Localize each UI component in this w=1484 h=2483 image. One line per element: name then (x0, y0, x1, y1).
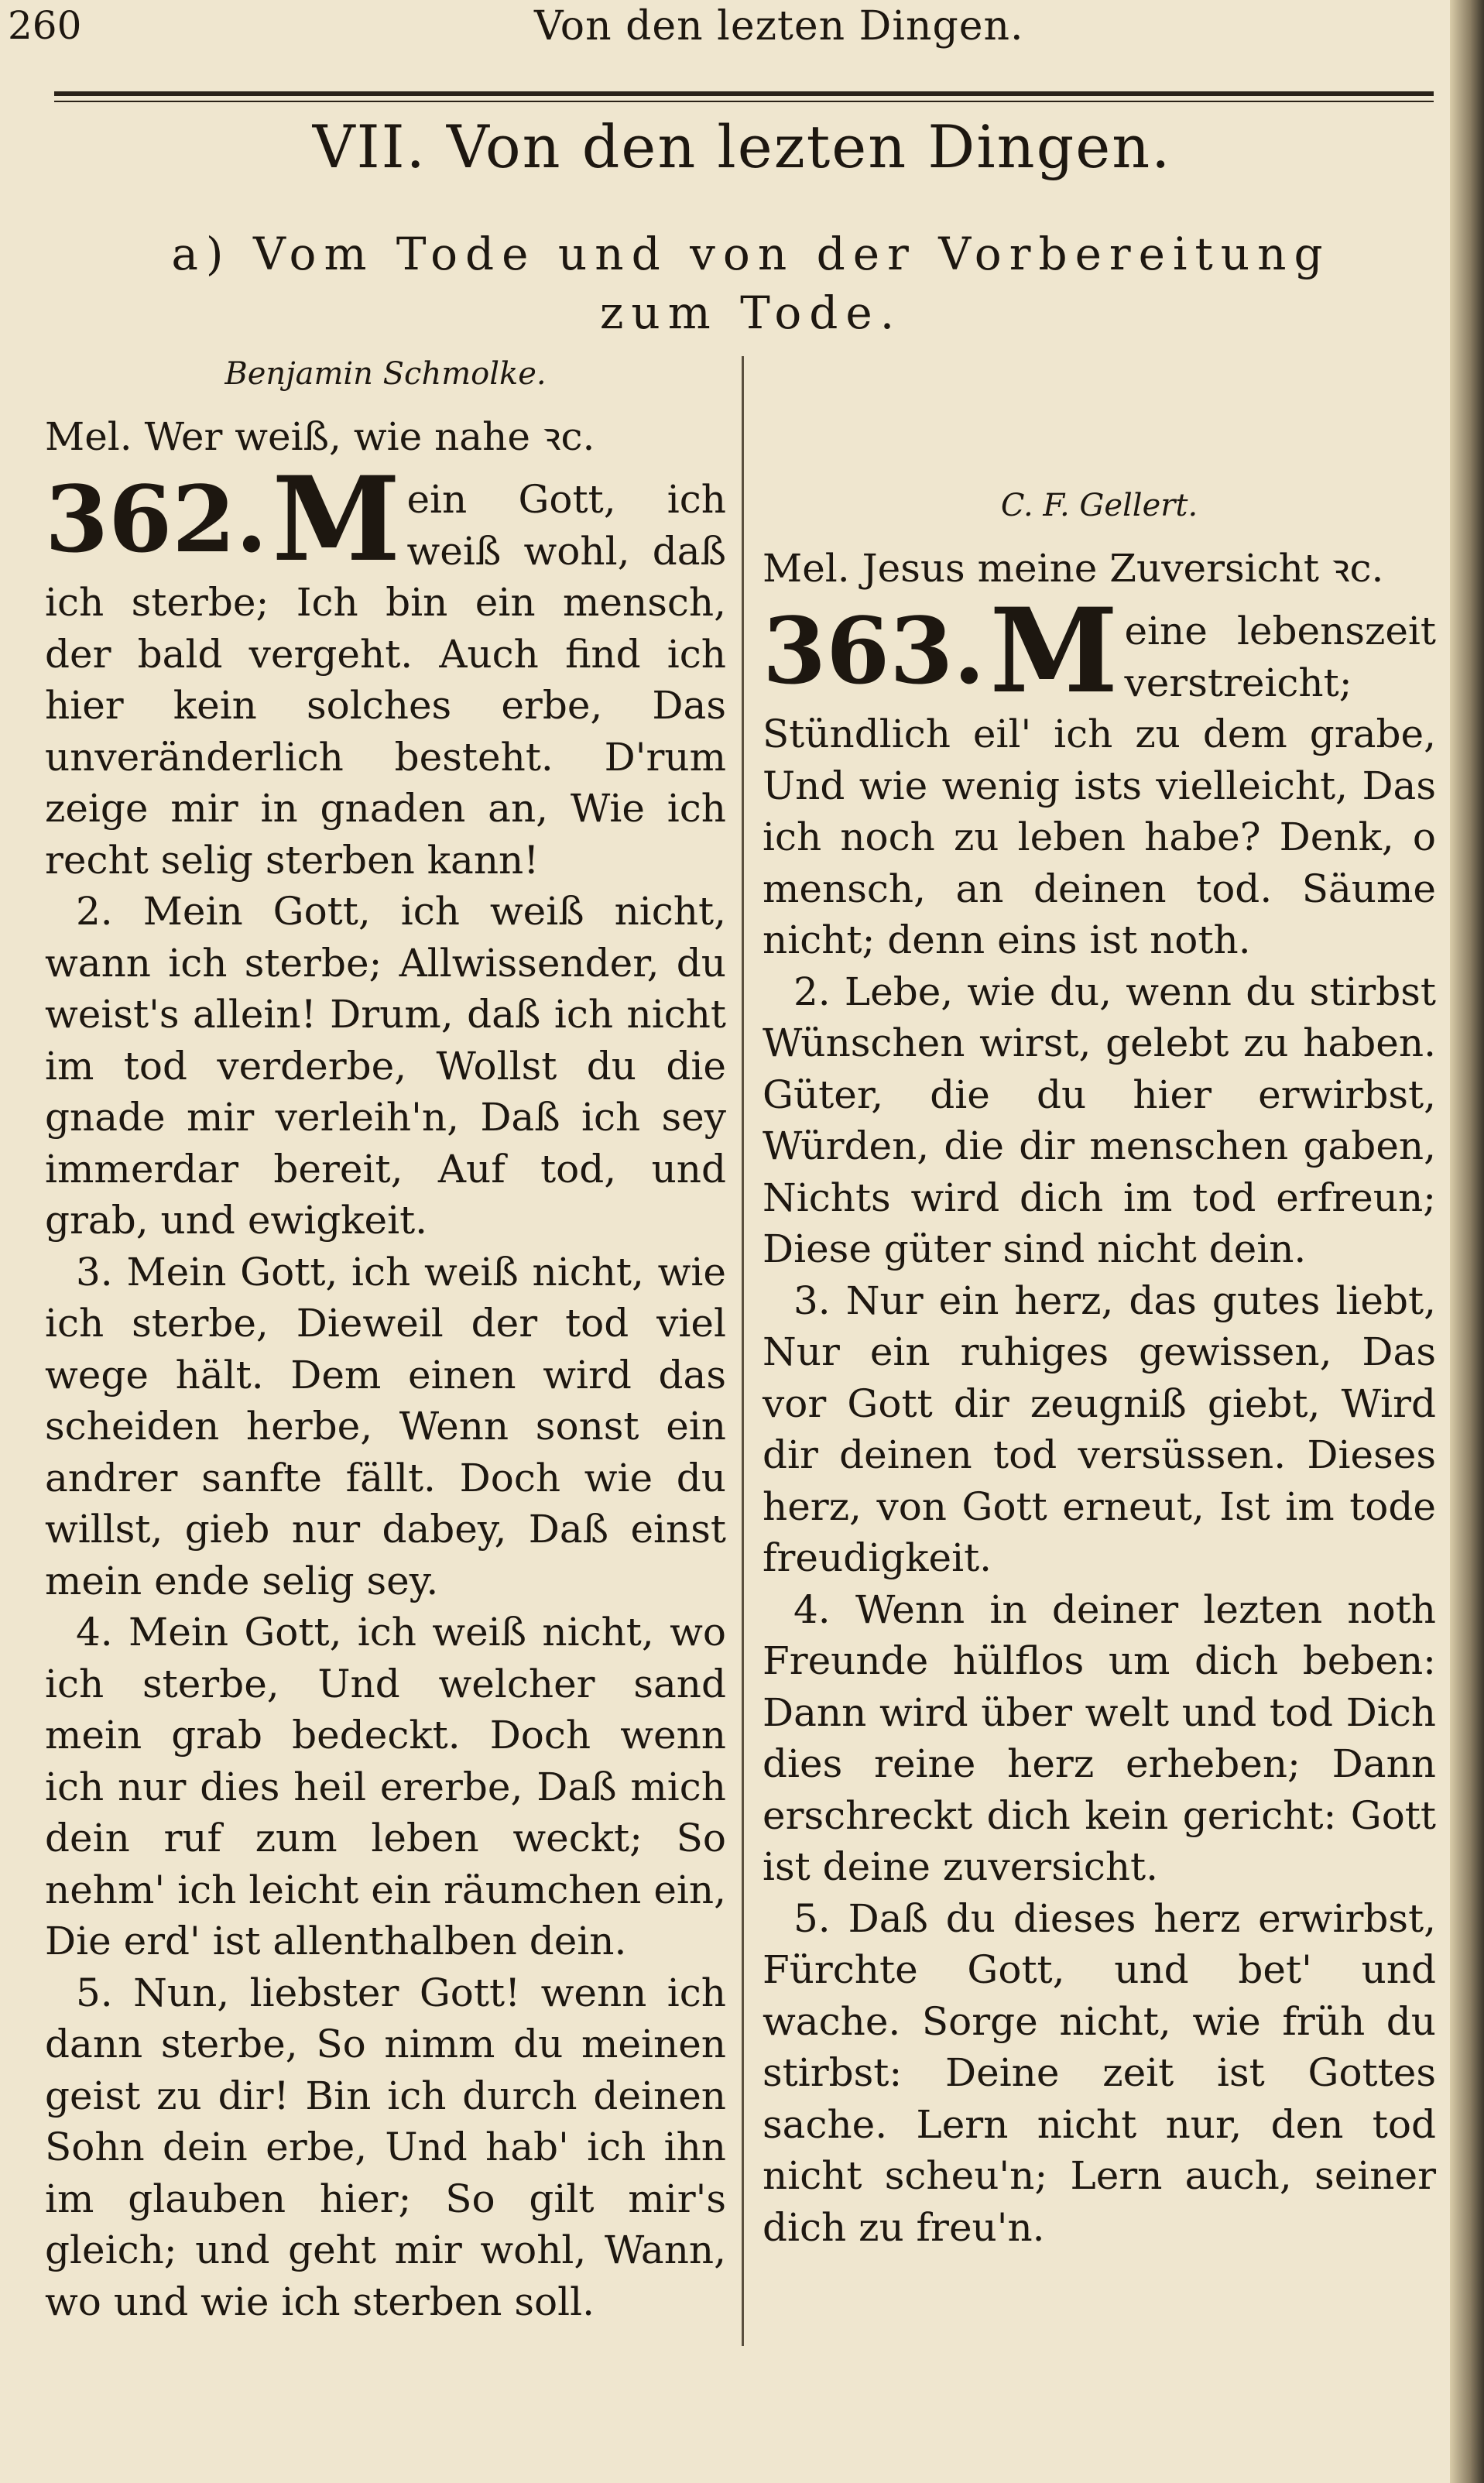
verse-number: 4. (76, 1610, 113, 1655)
drop-cap-initial: M (272, 451, 401, 588)
verse-1: eine lebenszeit verstreicht; Stündlich eil' ich zu dem grabe, Und wie wenig ists vielleicht, Das ich noch zu leben habe? Denk, o mensch, an deinen tod. Säume nicht; denn eins ist noth. (763, 609, 1436, 962)
hymn-363 (763, 583, 1436, 966)
verse-number: 5. (76, 1970, 113, 2015)
verse-text: Mein Gott, ich weiß nicht, wie ich sterbe, Dieweil der tod viel wege hält. Dem einen wird das scheiden herbe, Wenn sonst ein andrer sanfte fällt. Doch wie du willst, gieb nur dabey, Daß einst mein ende selig sey. (45, 1249, 726, 1603)
hymn-melody: Mel. Wer weiß, wie nahe ꝛc. (45, 414, 595, 459)
verse-1: ein Gott, ich weiß wohl, daß ich sterbe; Ich bin ein mensch, der bald vergeht. Auch find ich hier kein solches erbe, Das unveränderlich besteht. D'rum zeige mir in gnaden an, Wie ich recht selig sterben kann! (45, 477, 726, 883)
hymn-author: C. F. Gellert. (1000, 488, 1198, 523)
verse-text: Lebe, wie du, wenn du stirbst Wünschen wirst, gelebt zu haben. Güter, die du hier erwirbst, Würden, die dir menschen gaben, Nichts wird dich im tod erfreun; Diese güter sind nicht dein. (763, 969, 1436, 1271)
hymn-362 (45, 451, 726, 886)
verse-4 (763, 1584, 1436, 1893)
drop-cap-initial: M (989, 583, 1119, 719)
verse-text: Mein Gott, ich weiß nicht, wo ich sterbe, Und welcher sand mein grab bedeckt. Doch wenn ich nur dies heil ererbe, Daß mich dein ruf zum leben weckt; So nehm' ich leicht ein räumchen ein, Die erd' ist allenthalben dein. (45, 1610, 726, 1963)
header-rule-thin (54, 101, 1434, 102)
verse-3 (763, 1275, 1436, 1584)
verse-4 (45, 1607, 726, 1967)
verse-2 (45, 886, 726, 1247)
left-column (45, 356, 726, 2327)
verse-text: Wenn in deiner lezten noth Freunde hülflos um dich beben: Dann wird über welt und tod Dich dies reine herz erheben; Dann erschreckt dich kein gericht: Gott ist deine zuversicht. (763, 1586, 1436, 1889)
page-header (8, 0, 1432, 50)
verse-text: Daß du dieses herz erwirbst, Fürchte Gott, und bet' und wache. Sorge nicht, wie früh du stirbst: Deine zeit ist Gottes sache. Lern nicht nur, den tod nicht scheu'n; Lern auch, seiner dich zu freu'n. (763, 1895, 1436, 2250)
verse-number: 2. (76, 889, 113, 934)
book-spine-shadow (1450, 0, 1484, 2483)
verse-text: Mein Gott, ich weiß nicht, wann ich sterbe; Allwissender, du weist's allein! Drum, daß ich nicht im tod verderbe, Wollst du die gnade mir verleih'n, Daß ich sey immerdar bereit, Auf tod, und grab, und ewigkeit. (45, 889, 726, 1243)
page-number: 260 (8, 3, 82, 48)
sub-heading: a) Vom Tode und von der Vorbereitung zum Tode. (171, 228, 1331, 339)
hymn-number: 362. (45, 465, 268, 573)
hymn-author: Benjamin Schmolke. (224, 356, 547, 392)
verse-2 (763, 966, 1436, 1275)
verse-5 (763, 1893, 1436, 2254)
verse-number: 3. (76, 1249, 113, 1295)
verse-number: 4. (793, 1586, 831, 1632)
verse-5 (45, 1967, 726, 2328)
verse-text: Nun, liebster Gott! wenn ich dann sterbe, So nimm du meinen geist zu dir! Bin ich durch deinen Sohn dein erbe, Und hab' ich ihn im glauben hier; So gilt mir's gleich; und geht mir wohl, Wann, wo und wie ich sterben soll. (45, 1970, 726, 2324)
section-title: VII. Von den lezten Dingen. (312, 112, 1172, 181)
verse-number: 3. (793, 1278, 831, 1323)
hymn-number: 363. (763, 597, 985, 705)
verse-number: 2. (793, 969, 831, 1014)
running-head: Von den lezten Dingen. (534, 3, 1024, 50)
verse-text: Nur ein herz, das gutes liebt, Nur ein ruhiges gewissen, Das vor Gott dir zeugniß giebt, Wird dir deinen tod versüssen. Dieses herz, von Gott erneut, Ist im tode freudigkeit. (763, 1278, 1436, 1580)
header-rule-thick (54, 91, 1434, 96)
verse-3 (45, 1247, 726, 1607)
verse-number: 5. (793, 1895, 831, 1941)
right-column (763, 356, 1436, 2253)
hymn-melody: Mel. Jesus meine Zuversicht ꝛc. (763, 546, 1384, 591)
column-divider (742, 356, 744, 2346)
